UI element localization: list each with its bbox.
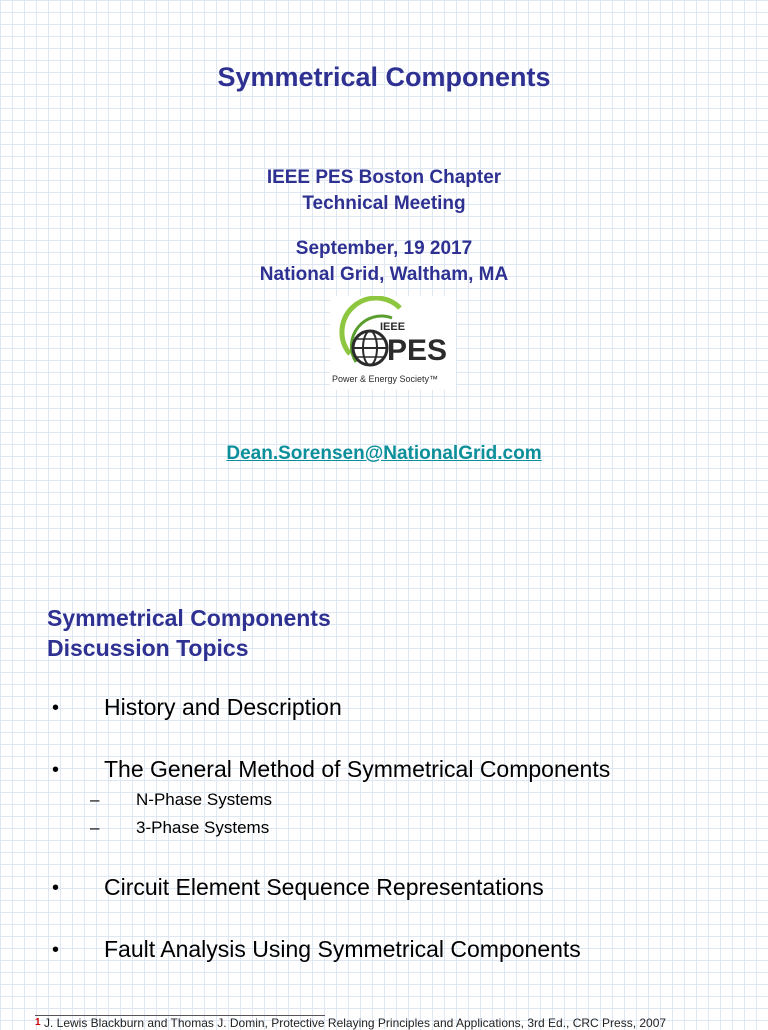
meeting-location: National Grid, Waltham, MA [259,264,509,285]
subtopic-n-phase: N-Phase Systems [136,790,273,809]
meeting-date: September, 19 2017 [295,238,473,259]
bullet-icon: • [52,939,60,961]
org-line-2: Technical Meeting [302,193,466,214]
slide-title: Symmetrical Components [217,62,551,92]
topic-circuit-elements: Circuit Element Sequence Representations [104,874,544,900]
bullet-icon: • [52,877,60,899]
topic-general-method: The General Method of Symmetrical Components [104,756,611,782]
dash-icon: – [90,790,100,809]
org-line-1: IEEE PES Boston Chapter [266,167,502,188]
subtopic-3-phase: 3-Phase Systems [136,818,270,837]
bullet-icon: • [52,759,60,781]
topic-history: History and Description [104,694,342,720]
topic-fault-analysis: Fault Analysis Using Symmetrical Components [104,936,581,962]
slide-divider [0,560,768,561]
contact-email-link[interactable]: Dean.Sorensen@NationalGrid.com [226,443,542,464]
logo-pes-text: PES [387,334,448,367]
logo-ieee-text: IEEE [380,321,406,333]
footnote-marker: 1 [35,1017,41,1028]
footnote-citation: J. Lewis Blackburn and Thomas J. Domin, Protective Relaying Principles and Applications, 3rd Ed., CRC Press, 2007 [44,1016,667,1030]
topics-heading-line-2: Discussion Topics [47,635,249,661]
bullet-icon: • [52,697,60,719]
topics-heading-line-1: Symmetrical Components [47,605,331,631]
logo-tagline-text: Power & Energy Society™ [332,374,439,384]
ieee-pes-logo-graphic [330,296,456,390]
ieee-pes-logo [330,296,456,390]
dash-icon: – [90,818,100,837]
